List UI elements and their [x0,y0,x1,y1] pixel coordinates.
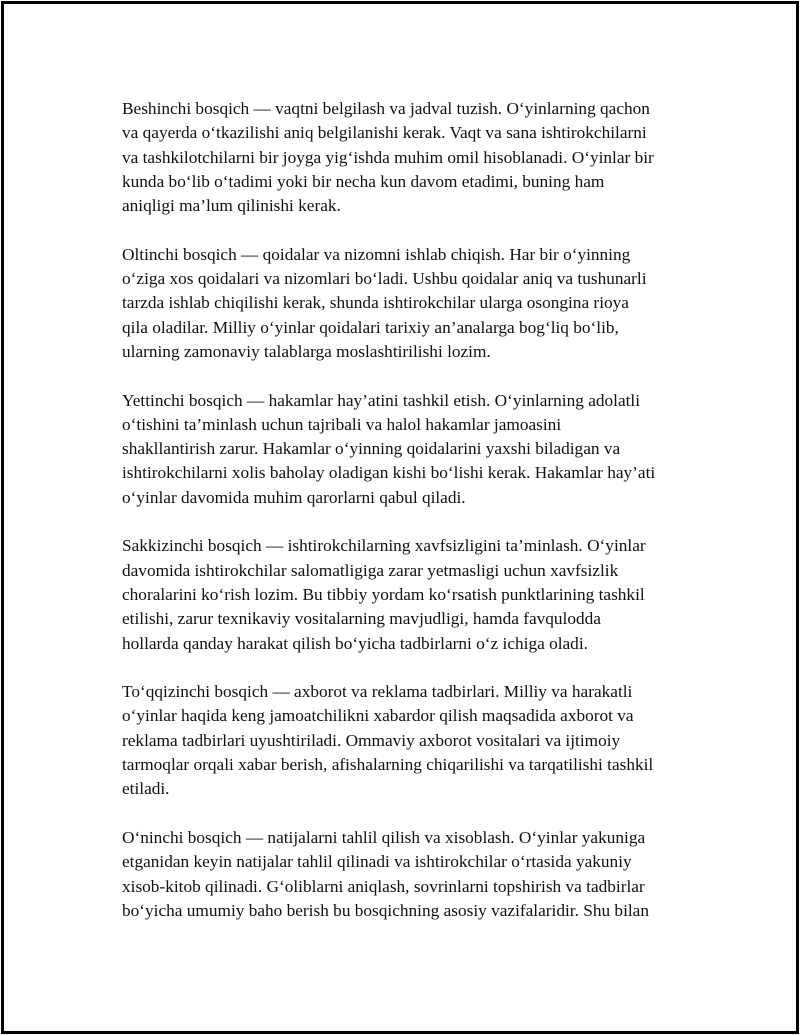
paragraph-stage-9: To‘qqizinchi bosqich — axborot va reklama tadbirlari. Milliy va harakatli o‘yinlar haqida keng jamoatchilikni xabardor qilish maqsadida axborot va reklama tadbirlari uyushtiriladi. Ommaviy axborot vositalari va ijtimoiy tarmoqlar orqali xabar berish, afishalarning chiqarilishi va tarqatilishi tashkil etiladi. [122,682,654,799]
paragraph-stage-7: Yettinchi bosqich — hakamlar hay’atini tashkil etish. O‘yinlarning adolatli o‘tishini ta’minlash uchun tajribali va halol hakamlar jamoasini shakllantirish zarur. Hakamlar o‘yinning qoidalarini yaxshi biladigan va ishtirokchilarni xolis baholay oladigan kishi bo‘lishi kerak. Hakamlar hay’ati o‘yinlar davomida muhim qarorlarni qabul qiladi. [122,390,656,507]
paragraph-stage-5: Beshinchi bosqich — vaqtni belgilash va jadval tuzish. O‘yinlarning qachon va qayerda o‘tkazilishi aniq belgilanishi kerak. Vaqt va sana ishtirokchilarni va tashkilotchilarni bir joyga yig‘ishda muhim omil hisoblanadi. O‘yinlar bir kunda bo‘lib o‘tadimi yoki bir necha kun davom etadimi, buning ham aniqligi ma’lum qilinishi kerak. [122,99,654,216]
paragraph-stage-10: O‘ninchi bosqich — natijalarni tahlil qilish va xisoblash. O‘yinlar yakuniga etganidan keyin natijalar tahlil qilinadi va ishtirokchilar o‘rtasida yakuniy xisob-kitob qilinadi. G‘oliblarni aniqlash, sovrinlarni topshirish va tadbirlar bo‘yicha umumiy baho berish bu bosqichning asosiy vazifalaridir. Shu bilan [122,827,649,920]
document-body [122,97,697,947]
paragraph-stage-6: Oltinchi bosqich — qoidalar va nizomni ishlab chiqish. Har bir o‘yinning o‘ziga xos qoidalari va nizomlari bo‘ladi. Ushbu qoidalar aniq va tushunarli tarzda ishlab chiqilishi kerak, shunda ishtirokchilar ularga osongina rioya qila oladilar. Milliy o‘yinlar qoidalari tarixiy an’analarga bog‘liq bo‘lib, ularning zamonaviy talablarga moslashtirilishi lozim. [122,244,647,361]
page-frame [1,1,799,1034]
paragraph-stage-8: Sakkizinchi bosqich — ishtirokchilarning xavfsizligini ta’minlash. O‘yinlar davomida ishtirokchilar salomatligiga zarar yetmasligi uchun xavfsizlik choralarini ko‘rish lozim. Bu tibbiy yordam ko‘rsatish punktlarining tashkil etilishi, zarur texnikaviy vositalarning mavjudligi, hamda favqulodda hollarda qanday harakat qilish bo‘yicha tadbirlarni o‘z ichiga oladi. [122,536,646,653]
